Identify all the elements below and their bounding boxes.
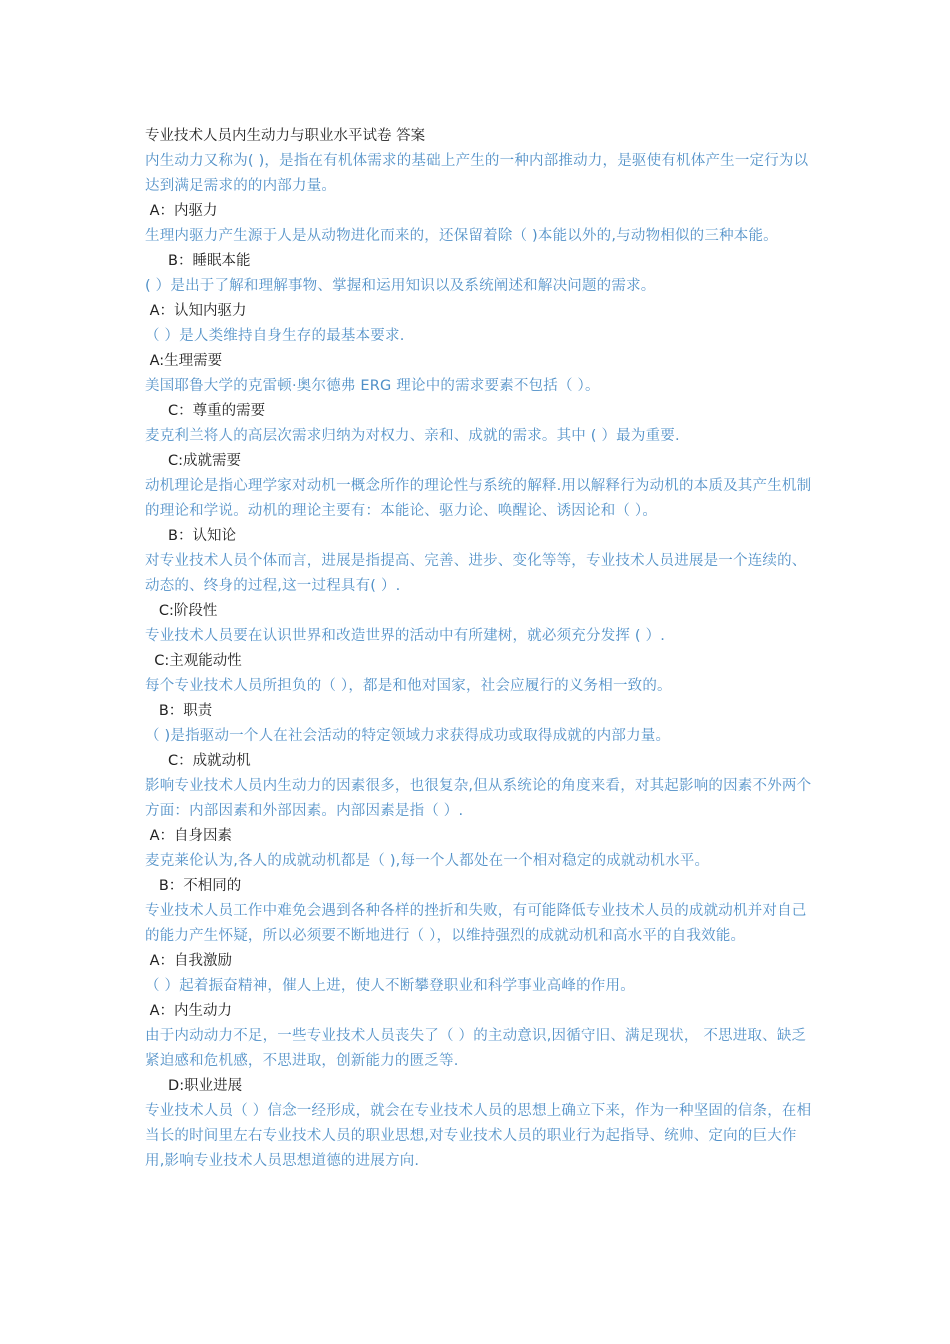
question-text: 影响专业技术人员内生动力的因素很多，也很复杂,但从系统论的角度来看，对其起影响的因素不外两个方面：内部因素和外部因素。内部因素是指（ ）.	[145, 778, 812, 819]
question-text: 每个专业技术人员所担负的（ ），都是和他对国家，社会应履行的义务相一致的。	[145, 678, 672, 694]
answer-text: C:成就需要	[145, 453, 242, 469]
question-text: 动机理论是指心理学家对动机一概念所作的理论性与系统的解释.用以解释行为动机的本质及其产生机制的理论和学说。动机的理论主要有：本能论、驱力论、唤醒论、诱因论和（ ）。	[145, 478, 812, 519]
question-item	[145, 549, 815, 624]
answer-text: C：成就动机	[145, 753, 251, 769]
question-item	[145, 374, 815, 424]
question-item	[145, 1024, 815, 1099]
question-text: （ ）起着振奋精神，催人上进，使人不断攀登职业和科学事业高峰的作用。	[145, 978, 635, 994]
question-text: 对专业技术人员个体而言，进展是指提高、完善、进步、变化等等，专业技术人员进展是一个连续的、动态的、终身的过程,这一过程具有( ）.	[145, 553, 807, 594]
answer-text: A：认知内驱力	[145, 303, 247, 319]
answer-text: B：睡眠本能	[145, 253, 251, 269]
question-item	[145, 724, 815, 774]
answer-text: D:职业进展	[145, 1078, 243, 1094]
answer-text: B：职责	[145, 703, 213, 719]
answer-text: A：自身因素	[145, 828, 233, 844]
question-text: 麦克莱伦认为,各人的成就动机都是（ ),每一个人都处在一个相对稳定的成就动机水平。	[145, 853, 710, 869]
question-item	[145, 849, 815, 899]
question-item	[145, 899, 815, 974]
question-text: 美国耶鲁大学的克雷顿·奥尔德弗 ERG 理论中的需求要素不包括（ ）。	[145, 378, 600, 394]
answer-text: A：内生动力	[145, 1003, 233, 1019]
answer-text: B：认知论	[145, 528, 236, 544]
answer-text: B：不相同的	[145, 878, 242, 894]
question-item	[145, 624, 815, 674]
question-item	[145, 774, 815, 849]
question-text: （ ）是人类维持自身生存的最基本要求.	[145, 328, 405, 344]
answer-text: A：内驱力	[145, 203, 218, 219]
question-text: 麦克利兰将人的高层次需求归纳为对权力、亲和、成就的需求。其中 ( ）最为重要.	[145, 428, 680, 444]
question-text: 由于内动动力不足，一些专业技术人员丧失了（ ）的主动意识,因循守旧、满足现状， 不思进取、缺乏紧迫感和危机感，不思进取，创新能力的匮乏等.	[145, 1028, 807, 1069]
answer-text: C:主观能动性	[145, 653, 242, 669]
document-title: 专业技术人员内生动力与职业水平试卷 答案	[145, 128, 426, 144]
question-text: 内生动力又称为( )，是指在有机体需求的基础上产生的一种内部推动力，是驱使有机体产生一定行为以达到满足需求的的内部力量。	[145, 153, 809, 194]
question-text: 专业技术人员（ ）信念一经形成，就会在专业技术人员的思想上确立下来，作为一种坚固的信条，在相当长的时间里左右专业技术人员的职业思想,对专业技术人员的职业行为起指导、统帅、定向的巨大作用,影响专业技术人员思想道德的进展方向.	[145, 1103, 812, 1169]
question-item	[145, 274, 815, 324]
question-item	[145, 974, 815, 1024]
question-text: 生理内驱力产生源于人是从动物进化而来的，还保留着除（ )本能以外的,与动物相似的三种本能。	[145, 228, 778, 244]
question-item	[145, 324, 815, 374]
question-item	[145, 674, 815, 724]
document-page	[145, 124, 815, 1174]
question-list	[145, 149, 815, 1174]
question-text: 专业技术人员要在认识世界和改造世界的活动中有所建树，就必须充分发挥 ( ）.	[145, 628, 666, 644]
question-item	[145, 149, 815, 224]
answer-text: A:生理需要	[145, 353, 223, 369]
question-item	[145, 1099, 815, 1174]
question-text: （ )是指驱动一个人在社会活动的特定领域力求获得成功或取得成就的内部力量。	[145, 728, 671, 744]
answer-text: C：尊重的需要	[145, 403, 266, 419]
question-text: 专业技术人员工作中难免会遇到各种各样的挫折和失败，有可能降低专业技术人员的成就动机并对自己的能力产生怀疑，所以必须要不断地进行（ ），以维持强烈的成就动机和高水平的自我效能。	[145, 903, 807, 944]
answer-text: A：自我激励	[145, 953, 233, 969]
question-text: ( ）是出于了解和理解事物、掌握和运用知识以及系统阐述和解决问题的需求。	[145, 278, 656, 294]
question-item	[145, 424, 815, 474]
question-item	[145, 224, 815, 274]
answer-text: C:阶段性	[145, 603, 218, 619]
question-item	[145, 474, 815, 549]
